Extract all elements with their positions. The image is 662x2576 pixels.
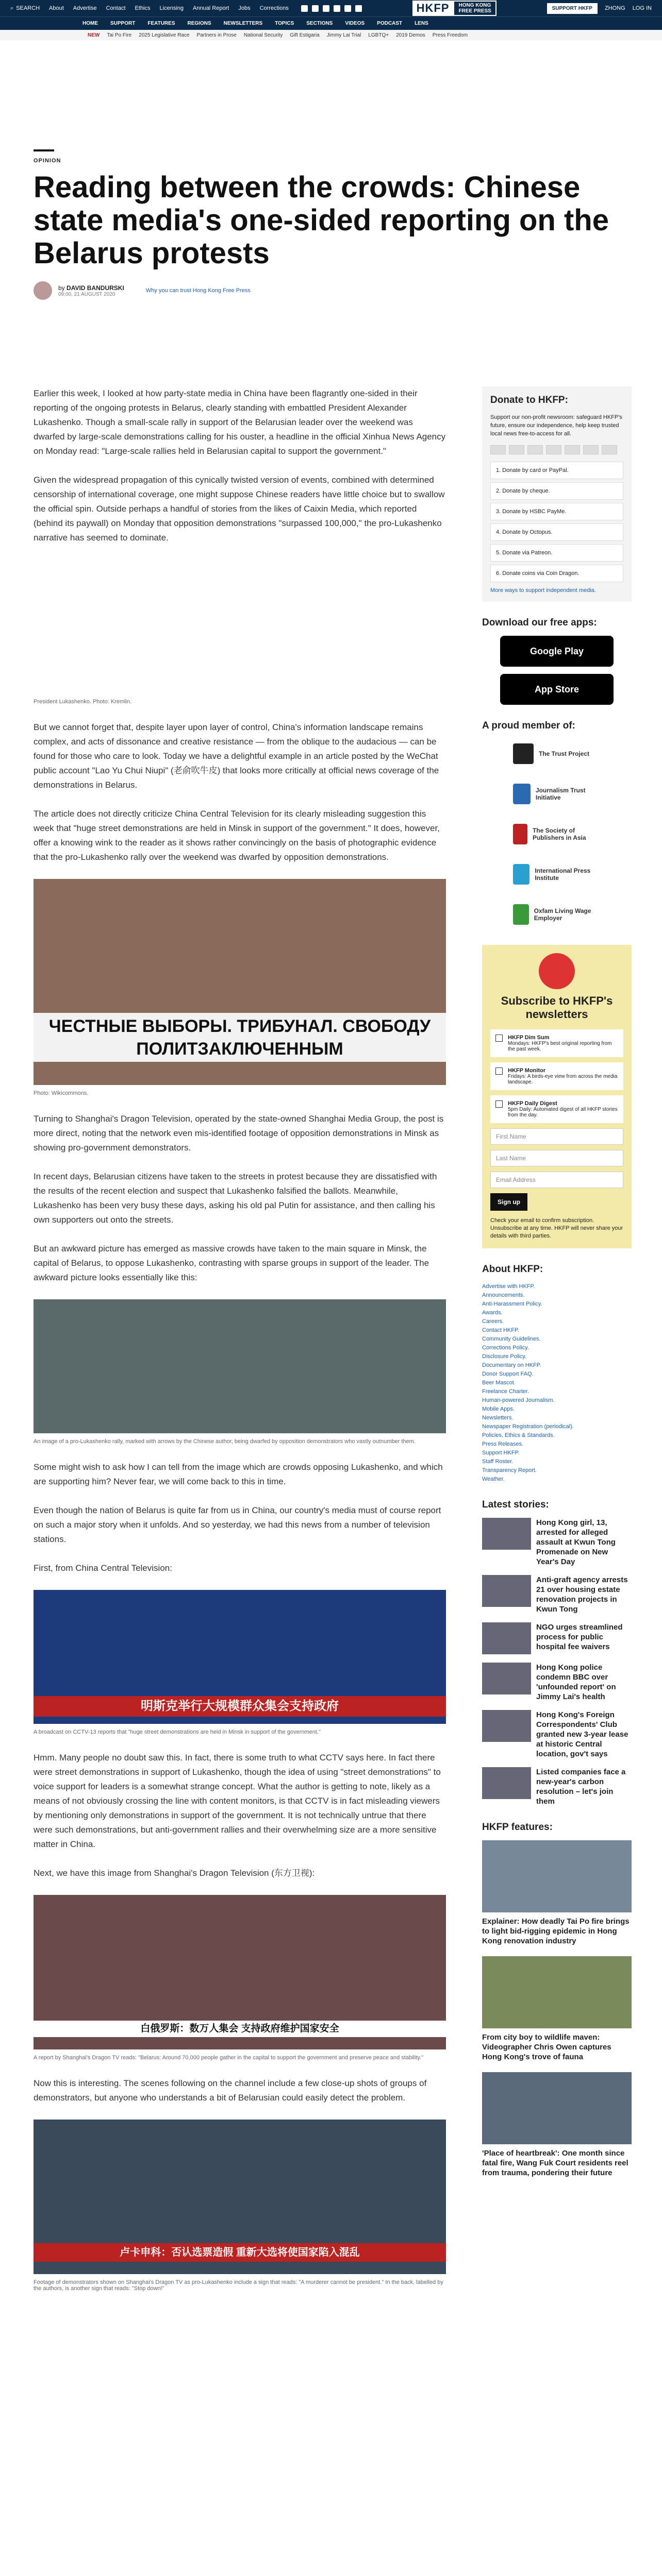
paragraph: Given the widespread propagation of this cynically twisted version of events, combined with determined censorship of international coverage, one might suppose Chinese readers have little choice but to swallow the official spin. Outside perhaps a handful of stories from the likes of Caixin Media, which reported (behind its paywall) on Monday that opposition demonstrations "surpassed 100,000," the pro-Lukashenko narrative has seemed to dominate.: [34, 475, 445, 543]
members-title: A proud member of:: [482, 720, 575, 731]
aerial-rally-photo: [34, 1299, 446, 1433]
member-logo[interactable]: The Society of Publishers in Asia: [513, 819, 601, 849]
author-name[interactable]: DAVID BANDURSKI: [67, 284, 124, 292]
jti-icon: [513, 784, 531, 804]
email-field[interactable]: Email Address: [490, 1172, 623, 1188]
about-link[interactable]: Careers.: [482, 1318, 504, 1325]
newsletter-option[interactable]: HKFP Monitor Fridays: A birds-eye view from across the media landscape.: [490, 1062, 623, 1090]
donate-option[interactable]: 6. Donate coins via Coin Dragon.: [490, 565, 623, 582]
about-link[interactable]: Corrections Policy.: [482, 1345, 529, 1351]
dragon-tv-screenshot: 白俄罗斯：数万人集会 支持政府维护国家安全: [34, 1895, 446, 2049]
app-store-badge[interactable]: App Store: [500, 674, 614, 705]
latest-story[interactable]: Hong Kong police condemn BBC over 'unfounded report' on Jimmy Lai's health: [482, 1663, 632, 1702]
nav-newsletters[interactable]: NEWSLETTERS: [223, 21, 263, 26]
top-utility-bar: [0, 0, 662, 16]
about-links: [482, 1282, 632, 1484]
about-link[interactable]: Donor Support FAQ.: [482, 1371, 534, 1377]
nav-home[interactable]: HOME: [82, 21, 98, 26]
photo-caption: President Lukashenko. Photo: Kremlin.: [34, 699, 132, 705]
trending-item[interactable]: Jimmy Lai Trial: [326, 32, 361, 38]
search-button[interactable]: ⌕ SEARCH: [10, 5, 40, 11]
trending-item[interactable]: LGBTQ+: [368, 32, 389, 38]
feature-story[interactable]: 'Place of heartbreak': One month since fatal fire, Wang Fuk Court residents reel from trauma, pondering their future: [482, 2072, 632, 2178]
member-logo[interactable]: The Trust Project: [513, 739, 601, 769]
last-name-field[interactable]: Last Name: [490, 1150, 623, 1166]
newsletter-note: Check your email to confirm subscription. Unsubscribe at any time. HKFP will never share your details with third parties.: [490, 1217, 623, 1239]
latest-story[interactable]: Listed companies face a new-year's carbon resolution – let's join them: [482, 1767, 632, 1806]
main-nav: [0, 16, 662, 30]
member-logo[interactable]: Oxfam Living Wage Employer: [513, 900, 601, 929]
article-title: Reading between the crowds: Chinese state media's one-sided reporting on the Belarus protests: [34, 171, 609, 270]
checkbox[interactable]: [495, 1100, 503, 1108]
about-link[interactable]: Newspaper Registration (periodical).: [482, 1423, 574, 1430]
trending-item[interactable]: 2025 Legislative Race: [139, 32, 190, 38]
about-link[interactable]: Mobile Apps.: [482, 1406, 515, 1412]
trending-item[interactable]: Partners in Prose: [196, 32, 237, 38]
story-thumbnail: [482, 1518, 531, 1550]
top-link-advertise[interactable]: Advertise: [73, 5, 97, 11]
top-link-ethics[interactable]: Ethics: [135, 5, 151, 11]
paragraph: Even though the nation of Belarus is quite far from us in China, our country's media must of course report on such a major story when it unfolds. And so yesterday, we had this news from a number of television stations.: [34, 1505, 441, 1544]
support-hkfp-button[interactable]: SUPPORT HKFP: [547, 3, 598, 14]
donate-box: [482, 386, 632, 602]
newsletter-title: Subscribe to HKFP's newsletters: [501, 994, 613, 1021]
payment-methods: [490, 445, 623, 454]
dragon-tv-close-up-screenshot: 卢卡申科：否认选票造假 重新大选将使国家陷入混乱: [34, 2120, 446, 2274]
top-link-jobs[interactable]: Jobs: [238, 5, 251, 11]
photo-caption: Footage of demonstrators shown on Shanghai's Dragon TV as pro-Lukashenko include a sign that reads: "A murderer cannot be president." In the back, labelled by the authors, is another sign that reads: "Stop down!": [34, 2279, 443, 2292]
paragraph: Hmm. Many people no doubt saw this. In fact, there is some truth to what CCTV says here. In fact there were street demonstrations in support of Lukashenko, though the idea of using "street demonstrations" to voice support for leaders is a somewhat strange concept. What the author is getting to note, likely as a means of not obviously crossing the line with content monitors, is that CCTV is in fact misleading viewers by mentioning only demonstrations in support of the government. It is not technically untrue that there were such demonstrations, but anti-government rallies and their overwhelming size are a more sensitive matter in China.: [34, 1753, 441, 1849]
cctv-broadcast-screenshot: 明斯克举行大规模群众集会支持政府: [34, 1590, 446, 1724]
paragraph: Now this is interesting. The scenes following on the channel include a few close-up shots of groups of demonstrators, but anyone who understands a bit of Belarusian could easily detect the problem.: [34, 2078, 427, 2103]
youtube-icon[interactable]: [334, 5, 340, 12]
about-link[interactable]: Newsletters.: [482, 1415, 514, 1421]
feature-image: [482, 1840, 632, 1912]
paypal-icon: [546, 445, 561, 454]
donate-option[interactable]: 2. Donate by cheque.: [490, 482, 623, 500]
nav-sections[interactable]: SECTIONS: [306, 21, 333, 26]
nav-regions[interactable]: REGIONS: [187, 21, 211, 26]
donate-option[interactable]: 1. Donate by card or PayPal.: [490, 462, 623, 479]
story-thumbnail: [482, 1575, 531, 1607]
feature-image: [482, 2072, 632, 2144]
photo-caption: An image of a pro-Lukashenko rally, marked with arrows by the Chinese author, being dwarfed by opposition demonstrators who vastly outnumber them.: [34, 1438, 416, 1445]
apps-title: Download our free apps:: [482, 617, 597, 628]
trending-item[interactable]: Gift Estigaria: [290, 32, 320, 38]
about-link[interactable]: Anti-Harassment Policy.: [482, 1301, 542, 1307]
paragraph: But an awkward picture has emerged as massive crowds have taken to the main square in Minsk, the capital of Belarus, to oppose Lukashenko, contrasting with sparse groups in support of the leader. The awkward picture looks essentially like this:: [34, 1244, 429, 1282]
paragraph: Turning to Shanghai's Dragon Television, operated by the state-owned Shanghai Media Group, the post is more direct, noting that the network even mis-identified footage of opposition demonstrations in Minsk as showing pro-government demonstrators.: [34, 1114, 444, 1153]
paragraph: Earlier this week, I looked at how party-state media in China have been flagrantly one-sided in their reporting of the ongoing protests in Belarus, clearly standing with embattled President Alexander Lukashenko. Though a small-scale rally in support of the Belarusian leader over the weekend was dwarfed by large-scale demonstrations calling for his ouster, a headline in the official Xinhua News Agency on Monday read: "Large-scale rallies held in Belarusian capital to support the government.": [34, 388, 446, 456]
checkbox[interactable]: [495, 1035, 503, 1042]
about-link[interactable]: Human-powered Journalism.: [482, 1397, 555, 1403]
sopa-icon: [513, 824, 527, 844]
nav-support[interactable]: SUPPORT: [110, 21, 136, 26]
oxfam-icon: [513, 904, 529, 925]
author-avatar: [34, 281, 52, 300]
donate-text: Support our non-profit newsroom: safeguard HKFP's future, ensure our independence, help keep trusted local news free-to-access for all.: [490, 414, 622, 437]
newsletter-option[interactable]: HKFP Dim Sum Mondays: HKFP's best original reporting from the past week.: [490, 1029, 623, 1057]
newsletter-icon: [539, 953, 575, 989]
ipi-icon: [513, 864, 529, 885]
trending-item[interactable]: National Security: [243, 32, 283, 38]
publish-date: 09:00, 21 AUGUST 2020: [58, 291, 115, 297]
about-link[interactable]: Advertise with HKFP.: [482, 1283, 535, 1290]
member-logo[interactable]: Journalism Trust Initiative: [513, 779, 601, 809]
about-title: About HKFP:: [482, 1264, 543, 1275]
paragraph: First, from China Central Television:: [34, 1563, 172, 1573]
latest-title: Latest stories:: [482, 1499, 549, 1510]
feature-image: [482, 1956, 632, 2028]
trust-project-icon: [513, 743, 534, 764]
paragraph: Some might wish to ask how I can tell from the image which are crowds opposing Lukashenko, and which are supporting him? Never fear, we will come back to this in time.: [34, 1462, 443, 1486]
about-link[interactable]: Beer Mascot.: [482, 1380, 516, 1386]
article-kicker[interactable]: OPINION: [34, 158, 61, 164]
octopus-icon: [583, 445, 599, 454]
site-logo[interactable]: HKFP HONG KONG FREE PRESS: [412, 1, 496, 16]
donate-option[interactable]: 4. Donate by Octopus.: [490, 523, 623, 541]
top-link-corrections[interactable]: Corrections: [259, 5, 289, 11]
feature-story[interactable]: Explainer: How deadly Tai Po fire brings to light bid-rigging epidemic in Hong Kong renovation industry: [482, 1840, 632, 1946]
lukashenko-photo: [34, 560, 446, 693]
trust-link[interactable]: Why you can trust Hong Kong Free Press: [145, 287, 251, 294]
nav-lens[interactable]: LENS: [415, 21, 428, 26]
top-link-annual-report[interactable]: Annual Report: [193, 5, 229, 11]
nav-features[interactable]: FEATURES: [147, 21, 175, 26]
member-logos: [482, 739, 632, 929]
latest-story[interactable]: Hong Kong girl, 13, arrested for alleged assault at Kwun Tong Promenade on New Year's Day: [482, 1518, 632, 1567]
nav-podcast[interactable]: PODCAST: [377, 21, 403, 26]
instagram-icon[interactable]: [323, 5, 329, 12]
email-icon[interactable]: [355, 5, 362, 12]
feature-story[interactable]: From city boy to wildlife maven: Videographer Chris Owen captures Hong Kong's trove of fauna: [482, 1956, 632, 2062]
more-support-link[interactable]: More ways to support independent media.: [490, 587, 596, 594]
patreon-icon: [602, 445, 617, 454]
top-link-licensing[interactable]: Licensing: [159, 5, 184, 11]
sidebar: [482, 386, 632, 2188]
story-thumbnail: [482, 1767, 531, 1799]
member-logo[interactable]: International Press Institute: [513, 859, 601, 889]
section-rule: [34, 149, 54, 151]
article-header: [34, 149, 626, 300]
about-link[interactable]: Weather.: [482, 1476, 505, 1482]
byline: by DAVID BANDURSKI 09:00, 21 AUGUST 2020 Why you can trust Hong Kong Free Press: [34, 281, 626, 300]
social-links: [301, 5, 362, 12]
signup-button[interactable]: Sign up: [490, 1193, 527, 1211]
features-title: HKFP features:: [482, 1822, 553, 1833]
trending-bar: [0, 30, 662, 40]
login-link[interactable]: LOG IN: [632, 5, 652, 11]
nav-topics[interactable]: TOPICS: [275, 21, 294, 26]
about-link[interactable]: Press Releases.: [482, 1441, 524, 1447]
donate-title: Donate to HKFP:: [490, 395, 568, 405]
about-link[interactable]: Documentary on HKFP.: [482, 1362, 541, 1368]
about-link[interactable]: Support HKFP.: [482, 1450, 520, 1456]
google-play-badge[interactable]: Google Play: [500, 636, 614, 667]
top-link-about[interactable]: About: [49, 5, 64, 11]
donate-option[interactable]: 3. Donate by HSBC PayMe.: [490, 503, 623, 520]
newsletter-box: [482, 945, 632, 1248]
about-link[interactable]: Staff Roster.: [482, 1459, 514, 1465]
amex-icon: [527, 445, 543, 454]
about-link[interactable]: Community Guidelines.: [482, 1336, 541, 1342]
paragraph: Next, we have this image from Shanghai's Dragon Television (东方卫视):: [34, 1868, 315, 1878]
about-link[interactable]: Transparency Report.: [482, 1467, 537, 1473]
about-link[interactable]: Policies, Ethics & Standards.: [482, 1432, 555, 1438]
paragraph: But we cannot forget that, despite layer upon layer of control, China's information landscape remains complex, and acts of dissonance and creative resistance — from the oblique to the audacious — can be found for those who care to look. Today we have a delightful example in an article posted by the WeChat public account "Lao Yu Chui Niupi" (老俞吹牛皮) that looks more critically at official news coverage of the demonstrations in Belarus.: [34, 722, 439, 790]
nav-videos[interactable]: VIDEOS: [345, 21, 365, 26]
facebook-icon[interactable]: [301, 5, 308, 12]
newsletter-option[interactable]: HKFP Daily Digest 5pm Daily: Automated digest of all HKFP stories from the day.: [490, 1095, 623, 1123]
story-thumbnail: [482, 1710, 531, 1742]
latest-story[interactable]: NGO urges streamlined process for public hospital fee waivers: [482, 1622, 632, 1654]
article-body: [34, 386, 446, 2307]
search-icon: ⌕: [10, 5, 14, 11]
top-link-contact[interactable]: Contact: [106, 5, 126, 11]
mastercard-icon: [490, 445, 506, 454]
visa-icon: [509, 445, 524, 454]
trending-item[interactable]: 2019 Demos: [396, 32, 425, 38]
latest-story[interactable]: Hong Kong's Foreign Correspondents' Club granted new 3-year lease at historic Central location, gov't says: [482, 1710, 632, 1759]
about-link[interactable]: Freelance Charter.: [482, 1388, 529, 1395]
photo-caption: A broadcast on CCTV-13 reports that "huge street demonstrations are held in Minsk in support of the government.": [34, 1729, 321, 1735]
twitter-icon[interactable]: [312, 5, 319, 12]
new-badge: NEW: [88, 32, 100, 38]
about-link[interactable]: Announcements.: [482, 1292, 525, 1298]
photo-caption: Photo: Wikicommons.: [34, 1090, 89, 1096]
story-thumbnail: [482, 1622, 531, 1654]
latest-story[interactable]: Anti-graft agency arrests 21 over housing estate renovation projects in Kwun Tong: [482, 1575, 632, 1614]
payme-icon: [565, 445, 580, 454]
donate-option[interactable]: 5. Donate via Patreon.: [490, 544, 623, 562]
trending-item[interactable]: Press Freedom: [432, 32, 468, 38]
linkedin-icon[interactable]: [344, 5, 351, 12]
language-switch[interactable]: ZHONG: [604, 5, 625, 11]
about-link[interactable]: Awards.: [482, 1310, 503, 1316]
paragraph: The article does not directly criticize China Central Television for its clearly misleading suggestion this week that "huge street demonstrations are held in Minsk in support of the government." It does, however, offer a knowing wink to the reader as it shows rather convincingly on the basis of photographic evidence that the pro-Lukashenko rally over the weekend was dwarfed by opposition demonstrations.: [34, 809, 440, 862]
checkbox[interactable]: [495, 1067, 503, 1075]
story-thumbnail: [482, 1663, 531, 1694]
about-link[interactable]: Contact HKFP.: [482, 1327, 519, 1333]
photo-caption: A report by Shanghai's Dragon TV reads: "Belarus: Around 70,000 people gather in the capital to support the government and preserve peace and stability.": [34, 2055, 424, 2061]
first-name-field[interactable]: First Name: [490, 1128, 623, 1145]
paragraph: In recent days, Belarusian citizens have taken to the streets in protest because they are dissatisfied with the results of the recent election and suspect that Lukashenko falsified the ballots. Meanwhile, Lukashenko has been very busy these days, asking his old pal Putin for assistance, and then calling his own supporters out onto the streets.: [34, 1172, 437, 1225]
protest-photo: ЧЕСТНЫЕ ВЫБОРЫ. ТРИБУНАЛ. СВОБОДУ ПОЛИТЗАКЛЮЧЕННЫМ: [34, 879, 446, 1085]
trending-item[interactable]: Tai Po Fire: [107, 32, 132, 38]
about-link[interactable]: Disclosure Policy.: [482, 1353, 526, 1360]
